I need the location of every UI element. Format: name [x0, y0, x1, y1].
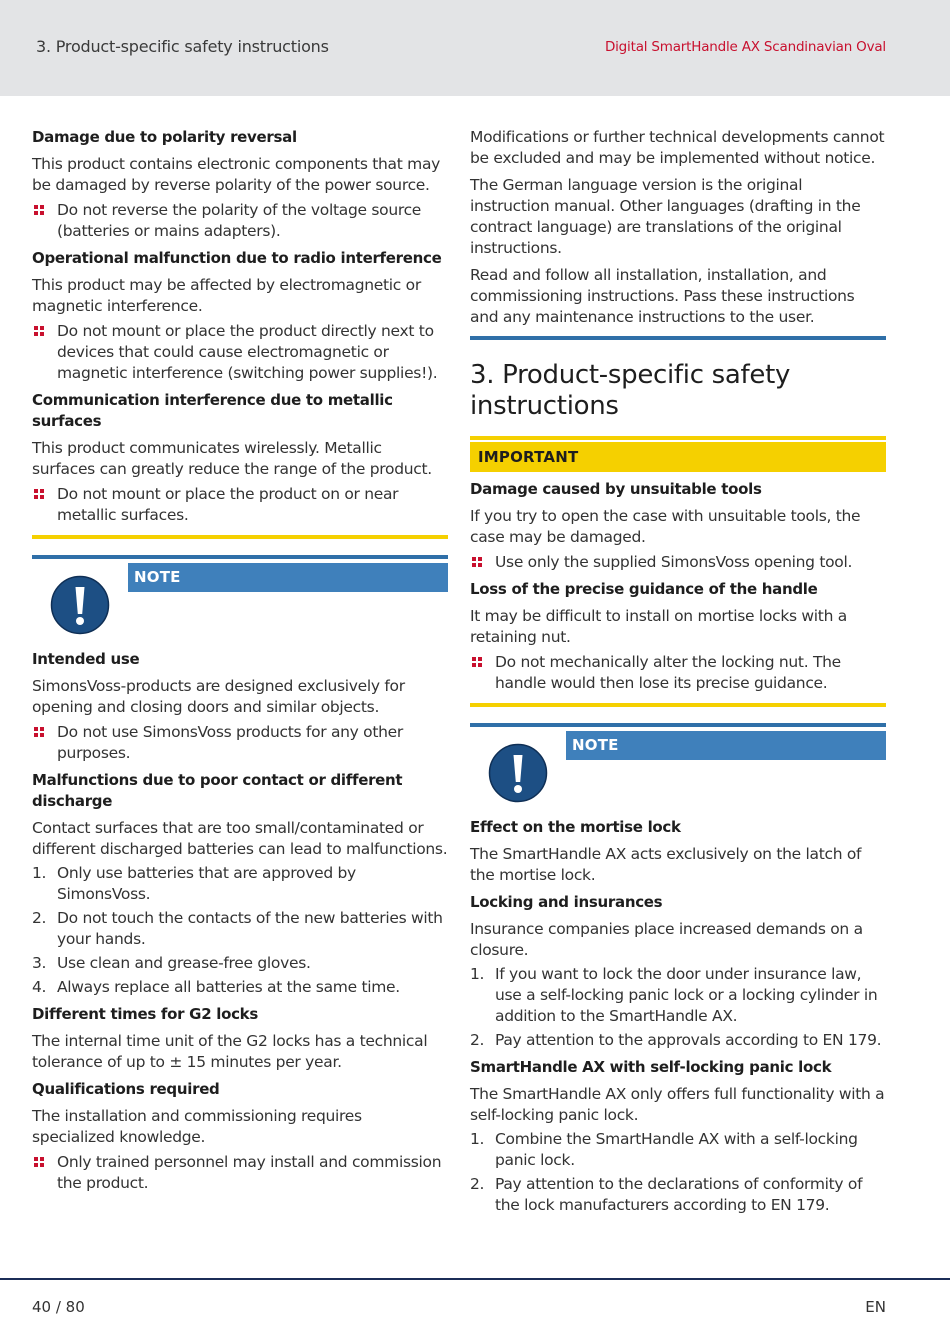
polarity-bullet — [32, 200, 448, 242]
radio-bullet — [32, 321, 448, 384]
intended-bullet-text: Do not use SimonsVoss products for any other purposes. — [57, 723, 403, 762]
page-number: 40 / 80 — [32, 1298, 85, 1316]
list-item-text: Pay attention to the declarations of conformity of the lock manufacturers according to EN 179. — [495, 1175, 863, 1214]
language-code: EN — [865, 1298, 886, 1316]
red-square-bullet-icon — [472, 657, 483, 668]
list-number: 1. — [470, 965, 485, 983]
red-square-bullet-icon — [472, 557, 483, 568]
list-item-text: Only use batteries that are approved by SimonsVoss. — [57, 864, 356, 903]
mortise-text: The SmartHandle AX acts exclusively on the latch of the mortise lock. — [470, 845, 862, 884]
qualifications-bullet — [32, 1152, 448, 1194]
list-item — [32, 863, 448, 905]
list-number: 1. — [32, 864, 47, 882]
mortise-heading: Effect on the mortise lock — [470, 818, 681, 836]
list-number: 2. — [470, 1031, 485, 1049]
guidance-bullet-text: Do not mechanically alter the locking nut. The handle would then lose its precise guidance. — [495, 653, 841, 692]
yellow-divider — [32, 535, 448, 539]
intended-heading: Intended use — [32, 650, 140, 668]
insurance-text: Insurance companies place increased demands on a closure. — [470, 920, 863, 959]
qualifications-bullet-text: Only trained personnel may install and commission the product. — [57, 1153, 442, 1192]
list-number: 1. — [470, 1130, 485, 1148]
yellow-divider — [470, 436, 886, 440]
metallic-text: This product communicates wirelessly. Metallic surfaces can greatly reduce the range of the product. — [32, 439, 432, 478]
exclamation-circle-icon — [50, 575, 110, 635]
list-item-text: Do not touch the contacts of the new batteries with your hands. — [57, 909, 443, 948]
important-block — [470, 436, 886, 472]
left-column — [32, 127, 448, 1194]
metallic-bullet-text: Do not mount or place the product on or near metallic surfaces. — [57, 485, 399, 524]
red-square-bullet-icon — [34, 205, 45, 216]
yellow-divider — [470, 703, 886, 707]
qualifications-heading: Qualifications required — [32, 1080, 220, 1098]
section-title: 3. Product-specific safety instructions — [470, 360, 791, 421]
guidance-bullet — [470, 652, 886, 694]
list-item — [470, 1129, 886, 1171]
panic-heading: SmartHandle AX with self-locking panic lock — [470, 1058, 832, 1076]
modifications-paragraph: Modifications or further technical developments cannot be excluded and may be implemented without notice. — [470, 128, 885, 167]
red-square-bullet-icon — [34, 489, 45, 500]
panic-text: The SmartHandle AX only offers full functionality with a self-locking panic lock. — [470, 1085, 885, 1124]
list-item-text: If you want to lock the door under insurance law, use a self-locking panic lock or a locking cylinder in addition to the SmartHandle AX. — [495, 965, 878, 1025]
list-item-text: Combine the SmartHandle AX with a self-locking panic lock. — [495, 1130, 858, 1169]
g2-heading: Different times for G2 locks — [32, 1005, 258, 1023]
list-item-text: Always replace all batteries at the same time. — [57, 978, 400, 996]
footer-divider — [0, 1278, 950, 1280]
blue-divider — [32, 555, 448, 559]
metallic-bullet — [32, 484, 448, 526]
note-label: NOTE — [566, 731, 886, 760]
list-item-text: Use clean and grease-free gloves. — [57, 954, 311, 972]
intended-text: SimonsVoss-products are designed exclusively for opening and closing doors and similar objects. — [32, 677, 405, 716]
intended-bullet — [32, 722, 448, 764]
contact-text: Contact surfaces that are too small/contaminated or different discharged batteries can lead to malfunctions. — [32, 819, 448, 858]
radio-heading: Operational malfunction due to radio interference — [32, 249, 442, 267]
list-item — [32, 908, 448, 950]
list-number: 4. — [32, 978, 47, 996]
instructions-paragraph: Read and follow all installation, installation, and commissioning instructions. Pass these instructions and any maintenance instructions to the user. — [470, 266, 855, 326]
tools-bullet — [470, 552, 886, 573]
list-item — [470, 1174, 886, 1216]
exclamation-circle-icon — [488, 743, 548, 803]
list-item — [32, 953, 448, 974]
polarity-heading: Damage due to polarity reversal — [32, 128, 297, 146]
page-header — [0, 0, 950, 96]
note-block — [470, 717, 886, 813]
header-product-name: Digital SmartHandle AX Scandinavian Oval — [604, 39, 886, 55]
contact-heading: Malfunctions due to poor contact or different discharge — [32, 771, 403, 810]
list-item — [470, 964, 886, 1027]
blue-divider — [470, 336, 886, 340]
polarity-text: This product contains electronic components that may be damaged by reverse polarity of the power source. — [32, 155, 441, 194]
g2-text: The internal time unit of the G2 locks has a technical tolerance of up to ± 15 minutes per year. — [32, 1032, 428, 1071]
list-item — [470, 1030, 886, 1051]
note-label: NOTE — [128, 563, 448, 592]
qualifications-text: The installation and commissioning requires specialized knowledge. — [32, 1107, 362, 1146]
note-block — [32, 549, 448, 645]
language-paragraph: The German language version is the original instruction manual. Other languages (drafting in the contract language) are translations of the original instructions. — [470, 176, 861, 257]
guidance-text: It may be difficult to install on mortise locks with a retaining nut. — [470, 607, 847, 646]
list-number: 3. — [32, 954, 47, 972]
list-number: 2. — [470, 1175, 485, 1193]
red-square-bullet-icon — [34, 326, 45, 337]
list-number: 2. — [32, 909, 47, 927]
right-column — [470, 127, 886, 1216]
red-square-bullet-icon — [34, 727, 45, 738]
polarity-bullet-text: Do not reverse the polarity of the voltage source (batteries or mains adapters). — [57, 201, 422, 240]
red-square-bullet-icon — [34, 1157, 45, 1168]
important-label: IMPORTANT — [470, 442, 886, 472]
list-item-text: Pay attention to the approvals according to EN 179. — [495, 1031, 882, 1049]
blue-divider — [470, 723, 886, 727]
insurance-heading: Locking and insurances — [470, 893, 663, 911]
metallic-heading: Communication interference due to metallic surfaces — [32, 391, 393, 430]
list-item — [32, 977, 448, 998]
tools-bullet-text: Use only the supplied SimonsVoss opening tool. — [495, 553, 853, 571]
radio-bullet-text: Do not mount or place the product directly next to devices that could cause electromagnetic or magnetic interference (switching power supplies!). — [57, 322, 438, 382]
header-section-title: 3. Product-specific safety instructions — [36, 37, 329, 56]
radio-text: This product may be affected by electromagnetic or magnetic interference. — [32, 276, 421, 315]
guidance-heading: Loss of the precise guidance of the handle — [470, 580, 818, 598]
tools-heading: Damage caused by unsuitable tools — [470, 480, 762, 498]
tools-text: If you try to open the case with unsuitable tools, the case may be damaged. — [470, 507, 861, 546]
